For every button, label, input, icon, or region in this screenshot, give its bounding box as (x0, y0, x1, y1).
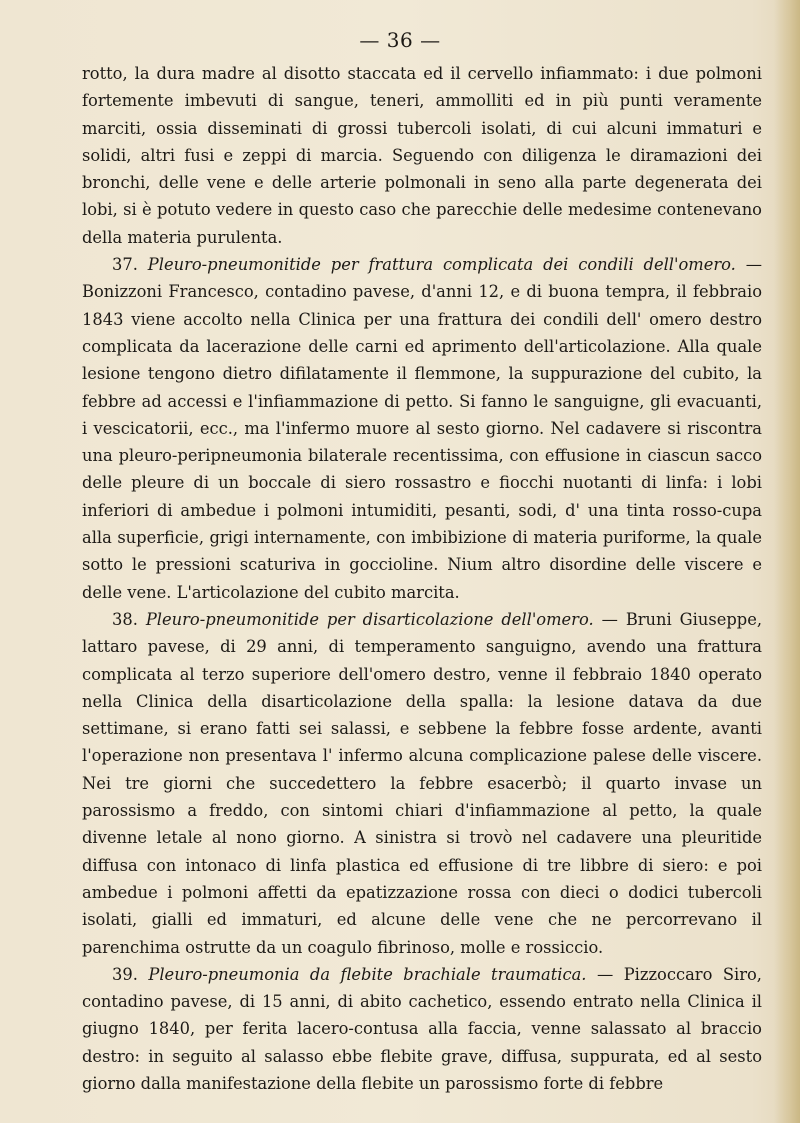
case-39-title: Pleuro-pneumonia da flebite brachiale traumatica. (148, 964, 587, 984)
case-38-text: — Bruni Giuseppe, lattaro pavese, di 29 anni, di temperamento sanguigno, avendo una frattura complicata al terzo superiore dell'omero destro, venne il febbraio 1840 operato nella Clinica della disarticolazione della spalla: la lesione datava da due settimane, si erano fatti sei salassi, e sebbene la febbre fosse ardente, avanti l'operazione non presentava l' infermo alcuna complicazione palese delle viscere. Nei tre giorni che succedettero la febbre esacerbò; il quarto invase un parossismo a freddo, con sintomi chiari d'infiammazione al petto, la quale divenne letale al nono giorno. A sinistra si trovò nel cadavere una pleuritide diffusa con intonaco di linfa plastica ed effusione di tre libbre di siero: e poi ambedue i polmoni affetti da epatizzazione rossa con dieci o dodici tubercoli isolati, gialli ed immaturi, ed alcune delle vene che ne percorrevano il parenchima ostrutte da un coagulo fibrinoso, molle e rossiccio. (82, 609, 763, 957)
case-37-paragraph (82, 251, 762, 606)
case-39-paragraph (82, 961, 762, 1097)
body-text (82, 60, 762, 1097)
case-37-text: — Bonizzoni Francesco, contadino pavese, d'anni 12, e di buona tempra, il febbraio 1843 viene accolto nella Clinica per una frattura dei condili dell' omero destro complicata da lacerazione delle carni ed aprimento dell'articolazione. Alla quale lesione tengono dietro difilatamente il flemmone, la suppurazione del cubito, la febbre ad accessi e l'infiammazione di petto. Si fanno le sanguigne, gli evacuanti, i vescicatorii, ecc., ma l'infermo muore al sesto giorno. Nel cadavere si riscontra una pleuro-peripneumonia bilaterale recentissima, con effusione in ciascun sacco delle pleure di un boccale di siero rossastro e fiocchi nuotanti di linfa: i lobi inferiori di ambedue i polmoni intumiditi, pesanti, sodi, d' una tinta rosso-cupa alla superficie, grigi internamente, con imbibizione di materia puriforme, la quale sotto le pressioni scaturiva in goccioline. Nium altro disordine delle viscere e delle vene. L'articolazione del cubito marcita. (82, 255, 762, 602)
case-38-number: 38. (112, 609, 138, 629)
page-edge-shadow (774, 0, 800, 1123)
case-38-paragraph (82, 606, 762, 961)
case-39-number: 39. (112, 964, 138, 984)
case-37-title: Pleuro-pneumonitide per frattura complicata dei condili dell'omero. (147, 255, 736, 275)
case-39-text: — Pizzoccaro Siro, contadino pavese, di 15 anni, di abito cachetico, essendo entrato nella Clinica il giugno 1840, per ferita lacero-contusa alla faccia, venne salassato al braccio destro: in seguito al salasso ebbe flebite grave, diffusa, suppurata, ed al sesto giorno dalla manifestazione della flebite un parossismo forte di febbre (82, 964, 762, 1093)
case-38-title: Pleuro-pneumonitide per disarticolazione dell'omero. (145, 609, 594, 629)
intro-paragraph: rotto, la dura madre al disotto staccata ed il cervello infiammato: i due polmoni fortemente imbevuti di sangue, teneri, ammolliti ed in più punti veramente marciti, ossia disseminati di grossi tubercoli isolati, di cui alcuni immaturi e solidi, altri fusi e zeppi di marcia. Seguendo con diligenza le diramazioni dei bronchi, delle vene e delle arterie polmonali in seno alla parte degenerata dei lobi, si è potuto vedere in questo caso che parecchie delle medesime contenevano della materia purulenta. (82, 64, 762, 247)
case-37-number: 37. (112, 255, 138, 275)
page-number-header: — 36 — (359, 28, 441, 52)
